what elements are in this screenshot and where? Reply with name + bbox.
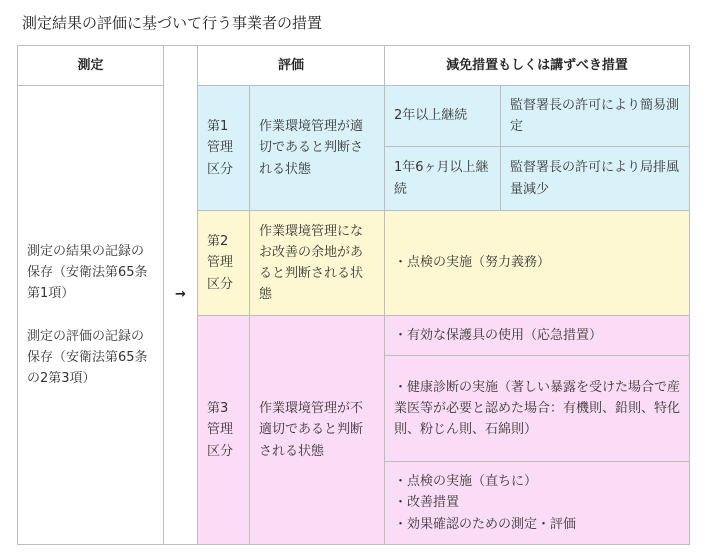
class1-condition-1: 2年以上継続: [385, 86, 501, 147]
header-measures: 減免措置もしくは講ずべき措置: [385, 46, 690, 86]
arrow-column: [164, 46, 198, 545]
class3-evaluation: 作業環境管理が不適切であると判断される状態: [250, 316, 385, 545]
measurement-item: 測定の結果の記録の保存（安衛法第65条第1項）: [27, 244, 148, 302]
class2-measure: ・点検の実施（努力義務）: [385, 211, 690, 316]
class3-level: 第3管理区分: [198, 316, 250, 545]
class3-measure-3: ・点検の実施（直ちに）: [394, 474, 538, 490]
arrow-icon: →: [175, 287, 186, 303]
class1-row-a: [18, 86, 690, 147]
header-row: [18, 46, 690, 86]
measurement-cell: [18, 86, 164, 545]
class3-measure-1: ・有効な保護具の使用（応急措置）: [385, 316, 690, 356]
measurement-item: 測定の評価の記録の保存（安衛法第65条の2第3項）: [27, 328, 148, 386]
class1-evaluation: 作業環境管理が適切であると判断される状態: [250, 86, 385, 211]
page-title: 測定結果の評価に基づいて行う事業者の措置: [22, 14, 323, 32]
class1-level: 第1管理区分: [198, 86, 250, 211]
class1-condition-2: 1年6ヶ月以上継続: [385, 147, 501, 211]
class3-measure-2: ・健康診断の実施（著しい暴露を受けた場合で産業医等が必要と認めた場合：有機則、鉛則、特化則、粉じん則、石綿則）: [385, 356, 690, 462]
class2-level: 第2管理区分: [198, 211, 250, 316]
class3-measure-5: ・効果確認のための測定・評価: [394, 516, 577, 532]
header-measurement: 測定: [18, 46, 164, 86]
class3-measure-4: ・改善措置: [394, 495, 460, 511]
measures-table: [17, 45, 690, 545]
class3-measure-list: [385, 462, 690, 545]
class1-action-1: 監督署長の許可により簡易測定: [501, 86, 690, 147]
class2-evaluation: 作業環境管理になお改善の余地があると判断される状態: [250, 211, 385, 316]
class1-action-2: 監督署長の許可により局排風量減少: [501, 147, 690, 211]
header-evaluation: 評価: [198, 46, 385, 86]
